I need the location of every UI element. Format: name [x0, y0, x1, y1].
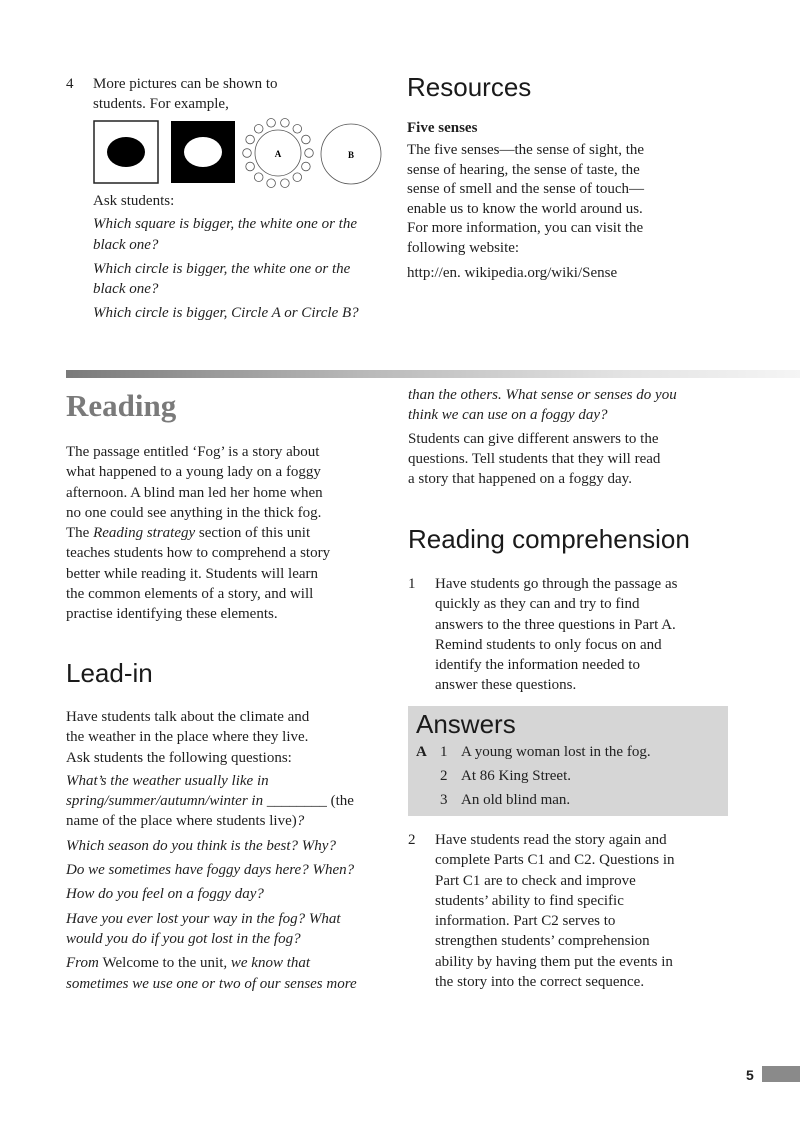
small-circle	[246, 135, 255, 144]
answer-item	[440, 788, 651, 812]
text-line: For more information, you can visit the	[407, 220, 644, 237]
question-line	[66, 791, 396, 811]
text-line: what happened to a young lady on a foggy	[66, 464, 321, 481]
answers-list	[440, 740, 651, 812]
text-line: afternoon. A blind man led her home when	[66, 484, 323, 501]
section-divider	[66, 370, 800, 378]
text-span: The	[66, 525, 94, 542]
text-line: answers to the three questions in Part A.	[435, 616, 676, 633]
black-oval	[107, 137, 145, 167]
text-line: students. For example,	[93, 96, 229, 113]
text-line: following website:	[407, 239, 520, 256]
text-line: Ask students the following questions:	[66, 749, 292, 766]
resources-heading: Resources	[407, 72, 532, 102]
small-circle	[293, 173, 302, 182]
question-line: than the others. What sense or senses do you	[408, 387, 677, 403]
text-line: Remind students to only focus on and	[435, 636, 662, 653]
lead-in-heading: Lead-in	[66, 658, 153, 688]
text-line: practise identifying these elements.	[66, 606, 278, 623]
question-line: Do we sometimes have foggy days here? When?	[66, 862, 355, 879]
illusion-figure-svg	[93, 118, 383, 190]
answer-number: 1	[440, 744, 448, 760]
text-line: the weather in the place where they live.	[66, 729, 309, 746]
lead-in-text	[66, 707, 396, 994]
question-line: What’s the weather usually like in	[66, 772, 269, 789]
text-line: ability by having them put the events in	[435, 953, 673, 970]
welcome-unit-title: Welcome to the unit	[102, 955, 224, 972]
text-span: ?	[296, 813, 305, 830]
ask-students-block	[93, 191, 393, 324]
text-line: More pictures can be shown to	[93, 76, 278, 92]
answer-number: 2	[440, 768, 448, 784]
text-line: the common elements of a story, and will	[66, 586, 314, 603]
reading-comprehension-heading: Reading comprehension	[408, 524, 690, 554]
small-circle	[254, 125, 263, 134]
small-circle	[281, 119, 290, 128]
text-span: From	[66, 955, 103, 972]
question-line: Which circle is bigger, Circle A or Circle B?	[93, 305, 359, 322]
circle-a-label: A	[274, 149, 282, 159]
text-line: complete Parts C1 and C2. Questions in	[435, 852, 675, 869]
answer-number: 3	[440, 792, 448, 808]
text-line: a story that happened on a foggy day.	[408, 471, 632, 488]
reading-heading: Reading	[66, 388, 177, 423]
text-line: Have students go through the passage as	[435, 576, 678, 592]
text-line: sense of smell and the sense of touch—	[407, 181, 645, 198]
item-2-text	[435, 830, 755, 992]
text-line: questions. Tell students that they will read	[408, 450, 661, 467]
five-senses-subheading: Five senses	[407, 120, 478, 136]
reading-strategy-title: Reading strategy	[93, 525, 196, 542]
text-line: strengthen students’ comprehension	[435, 933, 650, 950]
small-circle	[281, 179, 290, 188]
text-span: , we know that	[223, 955, 311, 972]
question-line: Which season do you think is the best? Why?	[66, 837, 336, 854]
text-line: quickly as they can and try to find	[435, 596, 640, 613]
text-line: Students can give different answers to the	[408, 430, 659, 447]
question-line: think we can use on a foggy day?	[408, 407, 608, 424]
ask-label: Ask students:	[93, 193, 175, 209]
text-line: no one could see anything in the thick fog.	[66, 504, 322, 521]
text-line: Have students read the story again and	[435, 832, 667, 848]
blank-line: ________	[266, 793, 327, 810]
answers-part-label: A	[416, 744, 427, 760]
website-link[interactable]: http://en. wikipedia.org/wiki/Sense	[407, 264, 618, 281]
circle-b-label: B	[347, 150, 355, 160]
question-line: sometimes we use one or two of our senses more	[66, 975, 357, 992]
illusion-figure	[93, 118, 383, 190]
answer-text: A young woman lost in the fog.	[461, 744, 651, 760]
answers-box	[408, 706, 728, 816]
text-line: The five senses—the sense of sight, the	[407, 142, 645, 158]
answer-item	[440, 740, 651, 764]
text-span: name of the place where students live)	[66, 813, 297, 830]
text-span: (the	[326, 793, 354, 810]
text-span: spring/summer/autumn/winter in	[66, 793, 267, 810]
question-line: black one?	[93, 236, 159, 253]
text-line: students’ ability to find specific	[435, 892, 624, 909]
item-2-number: 2	[408, 832, 416, 848]
text-line: better while reading it. Students will learn	[66, 565, 319, 582]
text-line	[66, 523, 396, 543]
text-line: identify the information needed to	[435, 657, 640, 674]
page-number-bar	[762, 1066, 800, 1082]
answer-item	[440, 764, 651, 788]
small-circle	[246, 162, 255, 171]
text-line: Part C1 are to check and improve	[435, 872, 636, 889]
text-line: Have students talk about the climate and	[66, 709, 310, 725]
text-span: section of this unit	[195, 525, 311, 542]
text-line: sense of hearing, the sense of taste, the	[407, 161, 640, 178]
item-4-text	[93, 74, 393, 115]
small-circle	[254, 173, 263, 182]
text-line: information. Part C2 serves to	[435, 913, 616, 930]
white-oval	[184, 137, 222, 167]
page-number: 5	[746, 1067, 754, 1083]
small-circle	[302, 135, 311, 144]
item-1-text	[435, 574, 755, 696]
text-line: teaches students how to comprehend a story	[66, 545, 331, 562]
small-circle	[302, 162, 311, 171]
answers-heading: Answers	[416, 709, 516, 739]
small-circle	[267, 179, 276, 188]
question-line: would you do if you got lost in the fog?	[66, 930, 301, 947]
resources-text	[407, 141, 767, 283]
small-circle	[293, 125, 302, 134]
item-1-number: 1	[408, 576, 416, 592]
question-line: Which circle is bigger, the white one or the	[93, 260, 351, 277]
text-line: answer these questions.	[435, 677, 577, 694]
small-circle	[267, 119, 276, 128]
question-line: black one?	[93, 281, 159, 298]
answer-text: An old blind man.	[461, 792, 571, 808]
question-line: Which square is bigger, the white one or the	[93, 216, 357, 233]
answer-text: At 86 King Street.	[461, 768, 571, 784]
question-line	[66, 953, 396, 973]
question-line: How do you feel on a foggy day?	[66, 886, 264, 903]
lead-in-continued	[408, 385, 738, 489]
small-circle	[243, 149, 252, 158]
text-line: the story into the correct sequence.	[435, 974, 645, 991]
reading-paragraph	[66, 442, 396, 625]
small-circle	[305, 149, 314, 158]
text-line: enable us to know the world around us.	[407, 200, 643, 217]
text-line: The passage entitled ‘Fog’ is a story about	[66, 444, 320, 460]
question-line: Have you ever lost your way in the fog? What	[66, 910, 341, 927]
item-4-number: 4	[66, 76, 74, 92]
question-line	[66, 811, 396, 831]
